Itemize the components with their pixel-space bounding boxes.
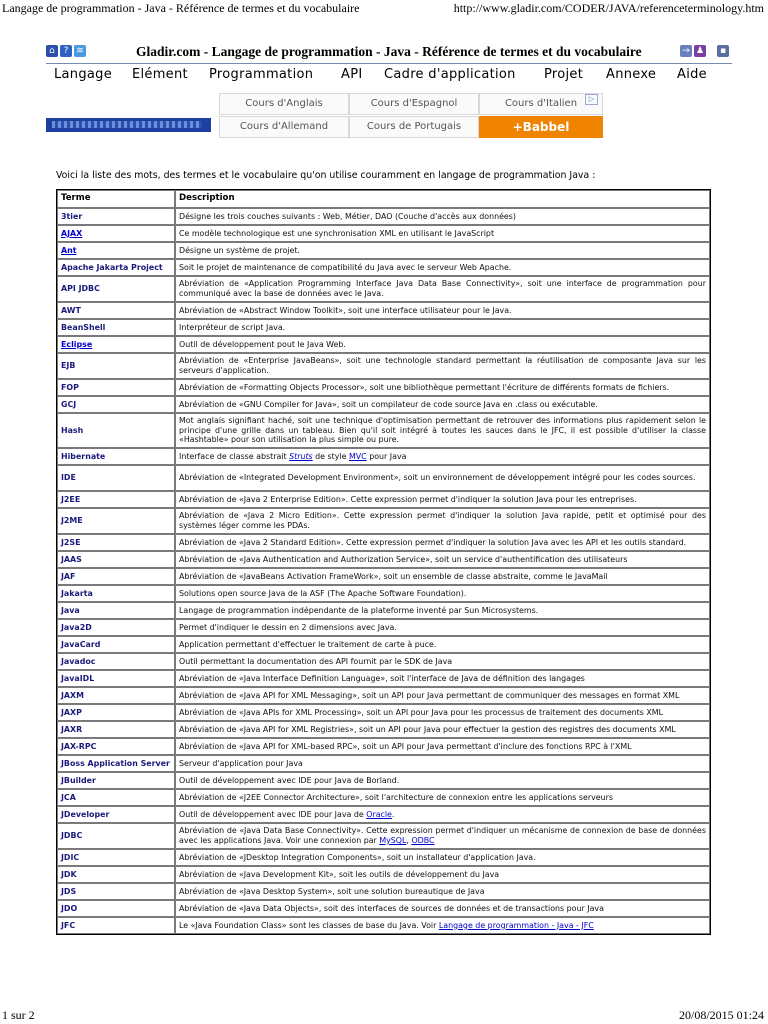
table-row [57, 866, 710, 883]
description-cell: Permet d'indiquer le dessin en 2 dimensions avec Java. [175, 619, 710, 636]
table-row [57, 738, 710, 755]
description-cell [175, 448, 710, 465]
table-row [57, 789, 710, 806]
ad-link[interactable]: Cours d'Espagnol [349, 93, 479, 115]
term-cell: J2SE [57, 534, 175, 551]
nav-item-api[interactable]: API [341, 67, 363, 82]
table-row [57, 670, 710, 687]
description-text: , [406, 836, 412, 845]
description-cell: Outil de développement avec IDE pour Java de Borland. [175, 772, 710, 789]
table-row [57, 823, 710, 849]
description-cell: Interpréteur de script Java. [175, 319, 710, 336]
term-cell: Java2D [57, 619, 175, 636]
nav-item-annexe[interactable]: Annexe [606, 67, 657, 82]
table-row [57, 276, 710, 302]
description-cell [175, 917, 710, 934]
description-cell [175, 806, 710, 823]
description-cell: Abréviation de «Java 2 Enterprise Edition». Cette expression permet d'indiquer la solution Java pour les entreprises. [175, 491, 710, 508]
description-cell: Abréviation de «Formatting Objects Processor», soit une bibliothèque permettant l'écriture de différents formats de fichiers. [175, 379, 710, 396]
description-text: Le «Java Foundation Class» sont les classes de base du Java. Voir [179, 920, 439, 930]
description-cell: Mot anglais signifiant haché, soit une technique d'optimisation permettant de retrouver des informations plus rapidement selon le principe d'une grille dans un tableau. Bien qu'il soit intégré à toutes les sauces dans le JFC, il est possible d'utiliser la classe «Hashtable» pour son utilisation la plus simple ou pure. [175, 413, 710, 448]
term-cell: Java [57, 602, 175, 619]
term-cell: IDE [57, 465, 175, 491]
term-cell: JAXP [57, 704, 175, 721]
print-page-title: Langage de programmation - Java - Référence de termes et du vocabulaire [2, 1, 360, 15]
inline-link[interactable]: MySQL [379, 836, 407, 845]
term-cell: EJB [57, 353, 175, 379]
table-row [57, 755, 710, 772]
description-cell: Abréviation de «Java Authentication and Authorization Service», soit un service d'authentification des utilisateurs [175, 551, 710, 568]
table-row [57, 772, 710, 789]
description-cell [175, 823, 710, 849]
table-row [57, 534, 710, 551]
table-row [57, 704, 710, 721]
table-row [57, 619, 710, 636]
term-link[interactable]: Ant [57, 242, 175, 259]
term-link[interactable]: AJAX [57, 225, 175, 242]
page-number: 1 sur 2 [2, 1008, 35, 1022]
banner-image[interactable] [46, 118, 211, 132]
table-row [57, 636, 710, 653]
description-text: Interface de classe abstrait [179, 451, 290, 461]
table-row [57, 413, 710, 448]
term-cell: JAAS [57, 551, 175, 568]
term-cell: JavaIDL [57, 670, 175, 687]
table-row [57, 917, 710, 934]
description-cell: Abréviation de «Java API for XML Messaging», soit un API pour Java permettant de communiquer des messages en format XML [175, 687, 710, 704]
term-cell: JDK [57, 866, 175, 883]
help-icon[interactable]: ? [60, 45, 72, 57]
description-cell: Ce modèle technologique est une synchronisation XML en utilisant le JavaScript [175, 225, 710, 242]
description-cell: Abréviation de «Java Data Objects», soit des interfaces de sources de données et de transactions pour Java [175, 900, 710, 917]
print-url: http://www.gladir.com/CODER/JAVA/referenceterminology.htm [453, 1, 764, 15]
inline-link[interactable]: Oracle [366, 809, 392, 819]
term-cell: JAX-RPC [57, 738, 175, 755]
term-cell: AWT [57, 302, 175, 319]
term-cell: JFC [57, 917, 175, 934]
description-cell: Langage de programmation indépendante de la plateforme inventé par Sun Microsystems. [175, 602, 710, 619]
nav-item-element[interactable]: Elément [132, 67, 188, 82]
table-row [57, 208, 710, 225]
table-row [57, 900, 710, 917]
ad-link[interactable]: Cours d'Italien [479, 93, 603, 115]
description-cell: Outil de développement pout le Java Web. [175, 336, 710, 353]
adchoices-icon[interactable]: ▷ [585, 94, 598, 105]
description-text: Abréviation de «Java Data Base Connectivity». Cette expression permet d'indiquer un mécanisme de connexion de base de données avec les applications Java. Voir une connexion par [179, 826, 706, 845]
column-header-term: Terme [57, 190, 175, 208]
description-cell: Abréviation de «Integrated Development Environment», soit un environnement de développement intégré pour les codes sources. [175, 465, 710, 491]
babbel-ad-button[interactable]: +Babbel [479, 116, 603, 138]
description-cell: Abréviation de «Java Desktop System», soit une solution bureautique de Java [175, 883, 710, 900]
table-row [57, 353, 710, 379]
ad-link[interactable]: Cours d'Anglais [219, 93, 349, 115]
table-row [57, 465, 710, 491]
term-cell: JDBC [57, 823, 175, 849]
term-link[interactable]: Eclipse [57, 336, 175, 353]
table-row [57, 242, 710, 259]
table-row [57, 259, 710, 276]
description-cell: Abréviation de «Abstract Window Toolkit», soit une interface utilisateur pour le Java. [175, 302, 710, 319]
description-cell: Abréviation de «JDesktop Integration Components», soit un installateur d'application Java. [175, 849, 710, 866]
table-row [57, 721, 710, 738]
term-cell: GCJ [57, 396, 175, 413]
table-row [57, 602, 710, 619]
description-cell: Outil permettant la documentation des API fournit par le SDK de Java [175, 653, 710, 670]
ad-link[interactable]: Cours d'Allemand [219, 116, 349, 138]
user-icon[interactable]: ♟ [695, 46, 705, 56]
term-cell: 3tier [57, 208, 175, 225]
site-title: Gladir.com - Langage de programmation - Java - Référence de termes et du vocabulaire [136, 44, 642, 59]
table-row [57, 379, 710, 396]
description-cell: Soit le projet de maintenance de compatibilité du Java avec le serveur Web Apache. [175, 259, 710, 276]
description-cell: Abréviation de «Java 2 Standard Edition». Cette expression permet d'indiquer la solution Java avec les API et les outils standard. [175, 534, 710, 551]
term-cell: J2ME [57, 508, 175, 534]
description-cell: Abréviation de «Enterprise JavaBeans», soit une technologie standard permettant la réutilisation de composante Java sur les serveurs d'application. [175, 353, 710, 379]
description-cell: Abréviation de «Java 2 Micro Edition». Cette expression permet d'indiquer la solution Java rapide, petit et optimisé pour des systèmes léger comme les PDAs. [175, 508, 710, 534]
home-icon[interactable]: ⌂ [46, 45, 58, 57]
intro-text: Voici la liste des mots, des termes et le vocabulaire qu'on utilise couramment en langage de programmation Java : [56, 170, 596, 181]
terms-table [56, 189, 711, 935]
table-row [57, 883, 710, 900]
table-row [57, 225, 710, 242]
table-row [57, 336, 710, 353]
inline-link[interactable]: MVC [348, 451, 367, 461]
nav-item-projet[interactable]: Projet [544, 67, 584, 82]
description-cell: Désigne les trois couches suivants : Web, Métier, DAO (Couche d'accès aux données) [175, 208, 710, 225]
description-text: pour Java [366, 451, 407, 461]
inline-link[interactable]: Langage de programmation - Java - JFC [438, 920, 594, 930]
description-text: Outil de développement avec IDE pour Java de [179, 809, 367, 819]
print-header [0, 0, 768, 16]
inline-link[interactable]: ODBC [411, 836, 435, 845]
table-row [57, 806, 710, 823]
description-cell: Abréviation de «Java Interface Definition Language», soit l'interface de Java de définition des langages [175, 670, 710, 687]
term-cell: JCA [57, 789, 175, 806]
term-cell: JDO [57, 900, 175, 917]
site-header [46, 43, 732, 64]
main-nav [54, 67, 714, 87]
description-cell: Application permettant d'effectuer le traitement de carte à puce. [175, 636, 710, 653]
term-cell: Hash [57, 413, 175, 448]
table-row [57, 849, 710, 866]
term-cell: JBoss Application Server [57, 755, 175, 772]
table-row [57, 585, 710, 602]
table-row [57, 568, 710, 585]
term-cell: JDS [57, 883, 175, 900]
table-row [57, 551, 710, 568]
term-cell: Hibernate [57, 448, 175, 465]
term-cell: JAXR [57, 721, 175, 738]
column-header-description: Description [175, 190, 710, 208]
term-cell: JDeveloper [57, 806, 175, 823]
term-cell: Javadoc [57, 653, 175, 670]
term-cell: JAXM [57, 687, 175, 704]
table-row [57, 396, 710, 413]
term-cell: JDIC [57, 849, 175, 866]
login-icon[interactable]: → [680, 45, 692, 57]
description-cell: Serveur d'application pour Java [175, 755, 710, 772]
description-cell: Abréviation de «Application Programming Interface Java Data Base Connectivity», soit une interface de programmation pour communiqué avec la base de données avec le Java. [175, 276, 710, 302]
lock-icon[interactable]: ▪ [717, 45, 729, 57]
term-cell: Apache Jakarta Project [57, 259, 175, 276]
table-row [57, 319, 710, 336]
description-cell: Abréviation de «GNU Compiler for Java», soit un compilateur de code source Java en .class ou exécutable. [175, 396, 710, 413]
description-text: de style [312, 451, 349, 461]
rss-icon[interactable]: ≋ [74, 45, 86, 57]
print-datetime: 20/08/2015 01:24 [678, 1008, 764, 1022]
table-row [57, 491, 710, 508]
table-row [57, 448, 710, 465]
description-cell: Abréviation de «Java Development Kit», soit les outils de développement du Java [175, 866, 710, 883]
description-cell: Désigne un système de projet. [175, 242, 710, 259]
table-row [57, 508, 710, 534]
inline-link[interactable]: Struts [289, 451, 313, 461]
term-cell: Jakarta [57, 585, 175, 602]
description-cell: Abréviation de «J2EE Connector Architecture», soit l'architecture de connexion entre les applications serveurs [175, 789, 710, 806]
nav-item-aide[interactable]: Aide [677, 67, 707, 82]
nav-item-programmation[interactable]: Programmation [209, 67, 314, 82]
table-row [57, 302, 710, 319]
term-cell: JBuilder [57, 772, 175, 789]
term-cell: API JDBC [57, 276, 175, 302]
description-cell: Abréviation de «JavaBeans Activation FrameWork», soit un ensemble de classe abstraite, comme le JavaMail [175, 568, 710, 585]
table-row [57, 653, 710, 670]
table-header-row [57, 190, 710, 208]
print-footer [0, 1008, 768, 1024]
description-text: . [391, 809, 395, 819]
term-cell: J2EE [57, 491, 175, 508]
description-cell: Abréviation de «Java API for XML-based RPC», soit un API pour Java permettant d'inclure des fonctions RPC à l'XML [175, 738, 710, 755]
description-cell: Solutions open source Java de la ASF (The Apache Software Foundation). [175, 585, 710, 602]
nav-item-langage[interactable]: Langage [54, 67, 113, 82]
term-cell: JavaCard [57, 636, 175, 653]
description-cell: Abréviation de «Java API for XML Registries», soit un API pour Java pour effectuer la gestion des registres des documents XML [175, 721, 710, 738]
ad-link[interactable]: Cours de Portugais [349, 116, 479, 138]
description-cell: Abréviation de «Java APIs for XML Processing», soit un API pour Java pour les processus de traitement des documents XML [175, 704, 710, 721]
table-row [57, 687, 710, 704]
nav-item-cadre[interactable]: Cadre d'application [384, 67, 516, 82]
term-cell: BeanShell [57, 319, 175, 336]
term-cell: FOP [57, 379, 175, 396]
term-cell: JAF [57, 568, 175, 585]
